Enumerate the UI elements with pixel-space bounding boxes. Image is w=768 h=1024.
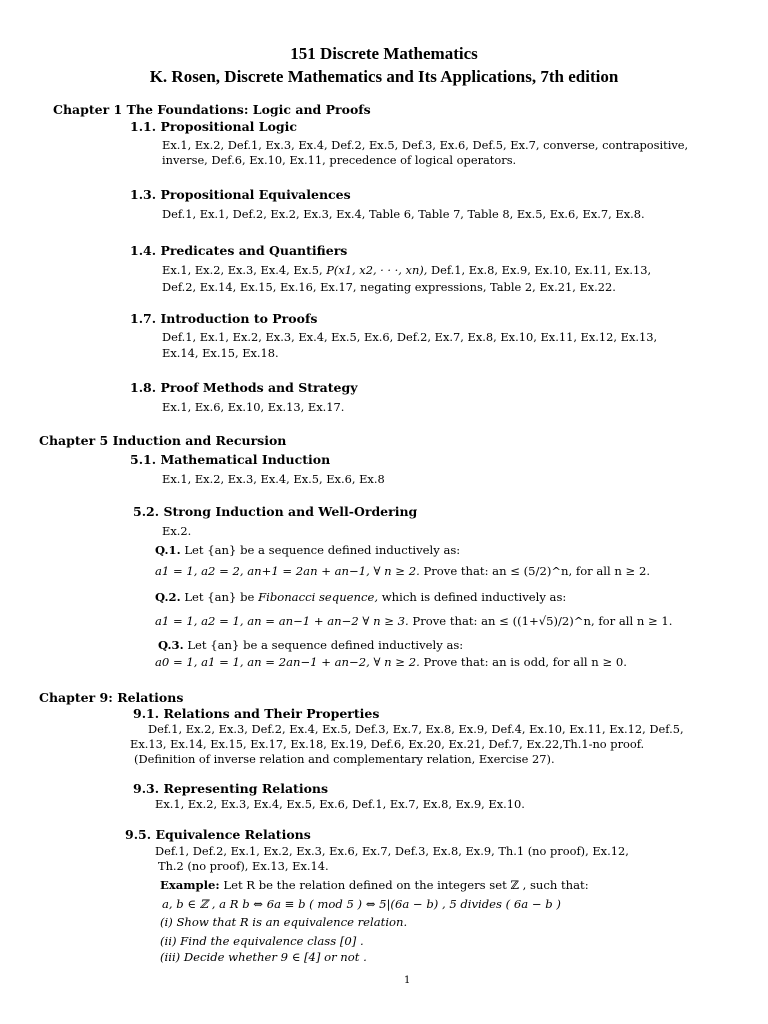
section-1-7-line: Def.1, Ex.1, Ex.2, Ex.3, Ex.4, Ex.5, Ex.6, Def.2, Ex.7, Ex.8, Ex.10, Ex.11, Ex.12, Ex.13, [162,330,658,344]
question-2-recurrence: a1 = 1, a2 = 1, an = an−1 + an−2 ∀ n ≥ 3. Prove that: an ≤ ((1+√5)/2)^n, for all n ≥ 1. [155,614,673,628]
question-3: Q.3. Let {an} be a sequence defined inductively as: [158,638,464,652]
chapter-1-title: Chapter 1 The Foundations: Logic and Proofs [53,102,371,117]
section-5-1-line: Ex.1, Ex.2, Ex.3, Ex.4, Ex.5, Ex.6, Ex.8 [162,472,385,486]
section-1-3-title: 1.3. Propositional Equivalences [130,187,351,202]
section-1-7-line: Ex.14, Ex.15, Ex.18. [162,346,279,360]
question-3-recurrence: a0 = 1, a1 = 1, an = 2an−1 + an−2, ∀ n ≥ 2. Prove that: an is odd, for all n ≥ 0. [155,655,627,669]
section-1-3-line: Def.1, Ex.1, Def.2, Ex.2, Ex.3, Ex.4, Table 6, Table 7, Table 8, Ex.5, Ex.6, Ex.7, Ex.8. [162,207,645,221]
section-1-7-title: 1.7. Introduction to Proofs [130,311,318,326]
example-part-i: (i) Show that R is an equivalence relation. [160,915,408,929]
predicate-expression: P(x1, x2, · · ·, xn), [326,263,428,277]
section-1-4-line: Def.2, Ex.14, Ex.15, Ex.16, Ex.17, negating expressions, Table 2, Ex.21, Ex.22. [162,280,616,294]
page-number: 1 [404,975,411,986]
section-9-3-line: Ex.1, Ex.2, Ex.3, Ex.4, Ex.5, Ex.6, Def.1, Ex.7, Ex.8, Ex.9, Ex.10. [155,797,525,811]
question-label: Q.1. [155,543,181,557]
example-heading: Example: Let R be the relation defined on the integers set ℤ , such that: [160,878,589,892]
question-1: Q.1. Let {an} be a sequence defined inductively as: [155,543,461,557]
section-9-1-line: Def.1, Ex.2, Ex.3, Def.2, Ex.4, Ex.5, Def.3, Ex.7, Ex.8, Ex.9, Def.4, Ex.10, Ex.11, Ex.12, Def.5, [148,722,684,736]
question-label: Q.2. [155,590,181,604]
question-2: Q.2. Let {an} be Fibonacci sequence, which is defined inductively as: [155,590,567,604]
question-1-recurrence: a1 = 1, a2 = 2, an+1 = 2an + an−1, ∀ n ≥ 2. Prove that: an ≤ (5/2)^n, for all n ≥ 2. [155,564,651,578]
section-9-1-line: Ex.13, Ex.14, Ex.15, Ex.17, Ex.18, Ex.19, Def.6, Ex.20, Ex.21, Def.7, Ex.22,Th.1-no proof. [130,737,645,751]
section-1-1-line: inverse, Def.6, Ex.10, Ex.11, precedence of logical operators. [162,153,517,167]
example-relation: a, b ∈ ℤ , a R b ⇔ 6a ≡ b ( mod 5 ) ⇔ 5|(6a − b) , 5 divides ( 6a − b ) [162,897,561,911]
section-9-3-title: 9.3. Representing Relations [133,781,329,796]
section-1-8-line: Ex.1, Ex.6, Ex.10, Ex.13, Ex.17. [162,400,345,414]
section-9-5-line: Def.1, Def.2, Ex.1, Ex.2, Ex.3, Ex.6, Ex.7, Def.3, Ex.8, Ex.9, Th.1 (no proof), Ex.12, [155,844,629,858]
chapter-9-title: Chapter 9: Relations [39,690,184,705]
chapter-5-title: Chapter 5 Induction and Recursion [39,433,287,448]
section-9-1-line: (Definition of inverse relation and complementary relation, Exercise 27). [134,752,555,766]
section-9-1-title: 9.1. Relations and Their Properties [133,706,380,721]
section-1-1-title: 1.1. Propositional Logic [130,119,298,134]
example-part-ii: (ii) Find the equivalence class [0] . [160,934,364,948]
section-5-2-line: Ex.2. [162,524,192,538]
example-part-iii: (iii) Decide whether 9 ∈ [4] or not . [160,950,367,964]
question-label: Q.3. [158,638,184,652]
section-1-4-line: Ex.1, Ex.2, Ex.3, Ex.4, Ex.5, P(x1, x2, · · ·, xn), Def.1, Ex.8, Ex.9, Ex.10, Ex.11, Ex.13, [162,263,652,277]
section-1-4-title: 1.4. Predicates and Quantifiers [130,243,348,258]
course-title: 151 Discrete Mathematics [290,44,478,63]
section-9-5-line: Th.2 (no proof), Ex.13, Ex.14. [158,859,329,873]
section-5-2-title: 5.2. Strong Induction and Well-Ordering [133,504,418,519]
section-1-8-title: 1.8. Proof Methods and Strategy [130,380,358,395]
section-5-1-title: 5.1. Mathematical Induction [130,452,331,467]
section-9-5-title: 9.5. Equivalence Relations [125,827,311,842]
book-title: K. Rosen, Discrete Mathematics and Its Applications, 7th edition [149,67,619,86]
example-label: Example: [160,878,220,892]
section-1-1-line: Ex.1, Ex.2, Def.1, Ex.3, Ex.4, Def.2, Ex.5, Def.3, Ex.6, Def.5, Ex.7, converse, contrapositive, [162,138,689,152]
